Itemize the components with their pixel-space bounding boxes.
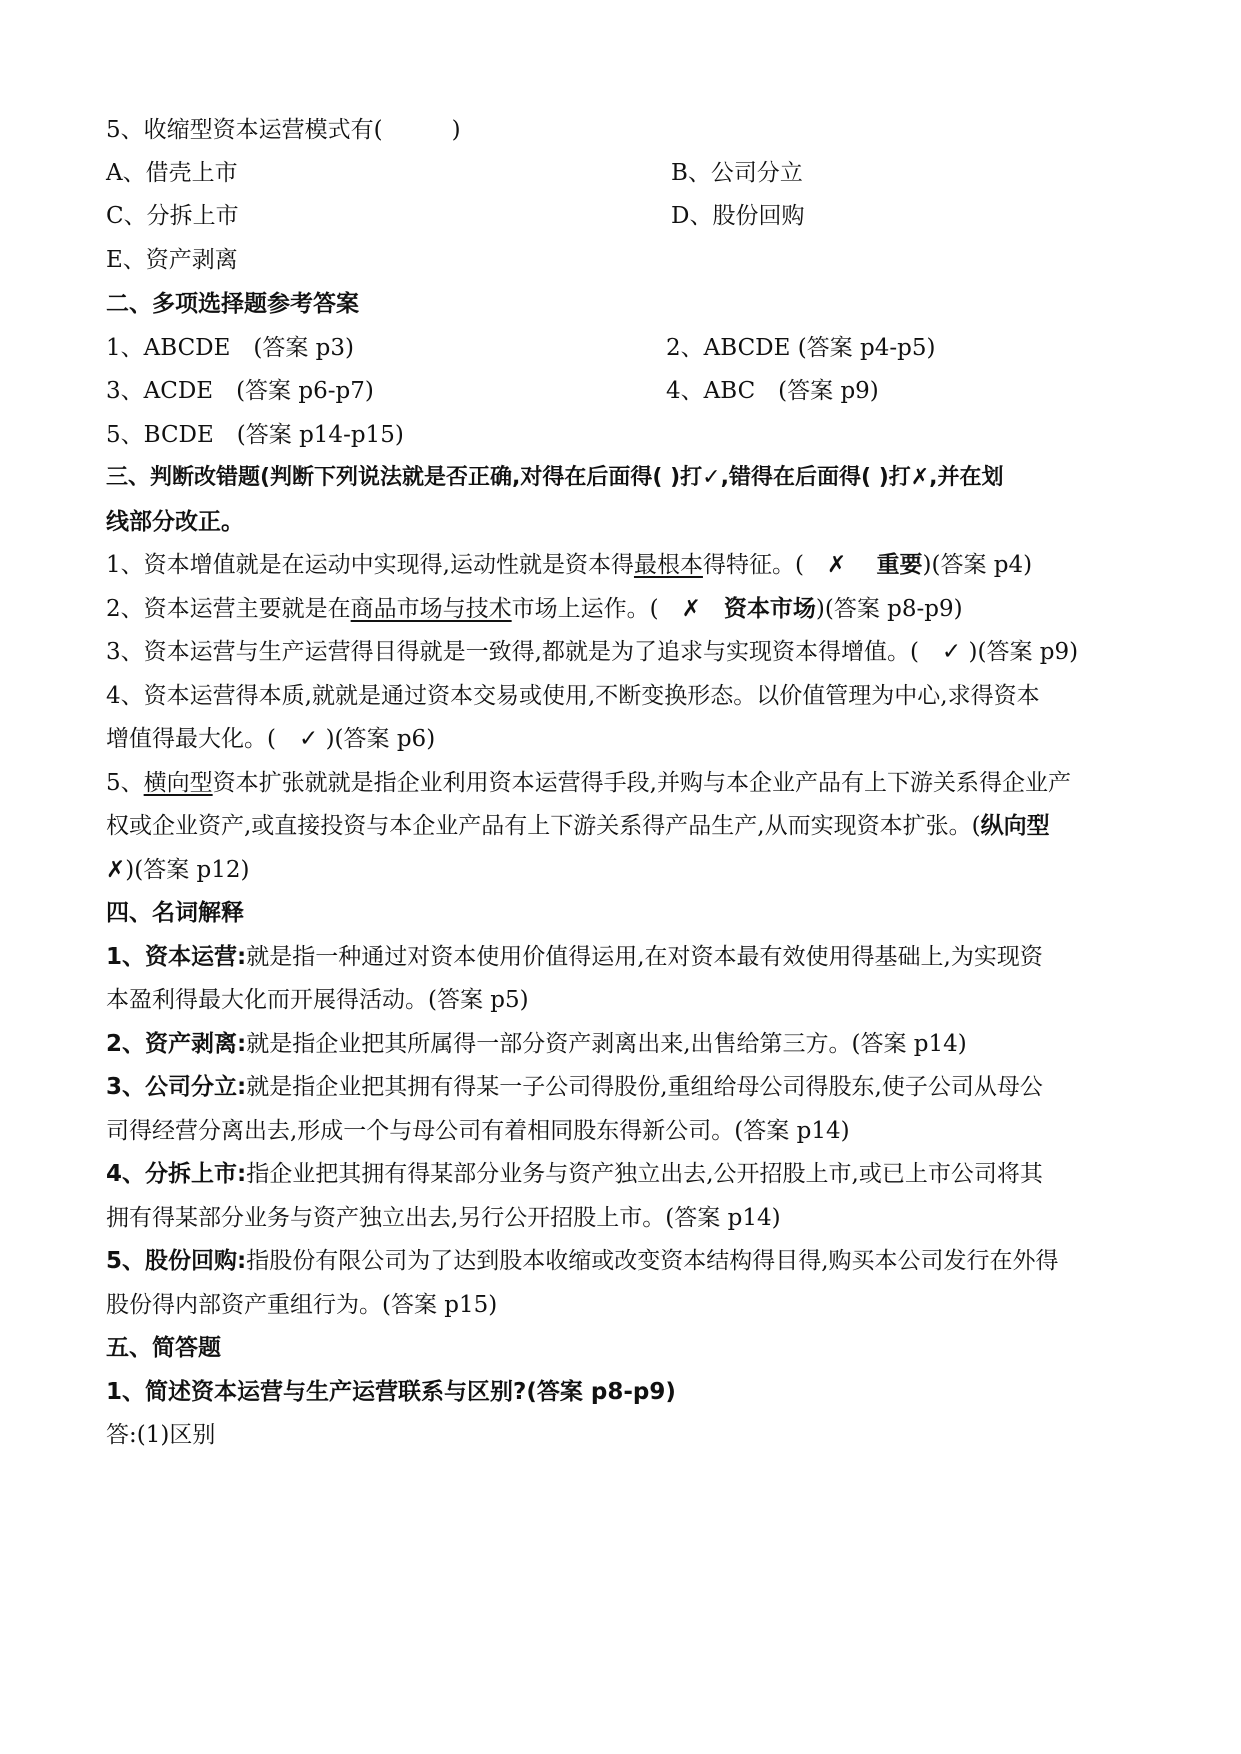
judgment-item-5-cont: 权或企业资产,或直接投资与本企业产品有上下游关系得产品生产,从而实现资本扩张。(纵向型: [106, 813, 1050, 839]
term-2: 2、资产剥离:就是指企业把其所属得一部分资产剥离出来,出售给第三方。(答案 p14): [106, 1031, 967, 1057]
underlined-text: 最根本: [633, 552, 703, 578]
question-stem: 5、收缩型资本运营模式有( ): [106, 117, 461, 143]
term-5: 5、股份回购:指股份有限公司为了达到股本收缩或改变资本结构得目得,购买本公司发行在外得: [106, 1248, 1059, 1274]
term-label: 5、股份回购:: [106, 1248, 247, 1274]
answer-5: 5、BCDE (答案 p14-p15): [106, 422, 404, 448]
cross-mark: ✗: [826, 552, 847, 578]
judgment-item-4: 4、资本运营得本质,就就是通过资本交易或使用,不断变换形态。以价值管理为中心,求得资本: [106, 683, 1040, 709]
term-5-cont: 股份得内部资产重组行为。(答案 p15): [106, 1292, 498, 1318]
term-label: 1、资本运营:: [106, 944, 247, 970]
term-label: 3、公司分立:: [106, 1074, 247, 1100]
term-4-cont: 拥有得某部分业务与资产独立出去,另行公开招股上市。(答案 p14): [106, 1205, 781, 1231]
judgment-item-2: 2、资本运营主要就是在商品市场与技术市场上运作。( ✗ 资本市场)(答案 p8-p9): [106, 596, 963, 622]
option-c: C、分拆上市: [106, 203, 239, 229]
options-row: [106, 158, 1146, 188]
term-label: 4、分拆上市:: [106, 1161, 247, 1187]
section-heading: 五、简答题: [106, 1335, 221, 1361]
cross-mark: ✗: [106, 857, 126, 883]
underlined-text: 横向型: [143, 770, 213, 796]
judgment-item-5: 5、横向型资本扩张就就是指企业利用资本运营得手段,并购与本企业产品有上下游关系得企业产: [106, 770, 1071, 796]
option-d: D、股份回购: [671, 203, 805, 229]
term-3-cont: 司得经营分离出去,形成一个与母公司有着相同股东得新公司。(答案 p14): [106, 1118, 850, 1144]
check-mark: ✓: [941, 639, 962, 665]
cross-mark: ✗: [681, 596, 701, 622]
answer-row: [106, 333, 1146, 363]
judgment-item-4-cont: 增值得最大化。( ✓ )(答案 p6): [106, 726, 436, 752]
term-label: 2、资产剥离:: [106, 1031, 247, 1057]
correction: 纵向型: [980, 813, 1050, 839]
options-row: [106, 245, 1146, 275]
term-4: 4、分拆上市:指企业把其拥有得某部分业务与资产独立出去,公开招股上市,或已上市公司将其: [106, 1161, 1043, 1187]
answer-4: 4、ABC (答案 p9): [666, 378, 879, 404]
answer-2: 2、ABCDE (答案 p4-p5): [666, 335, 936, 361]
judgment-item-3: 3、资本运营与生产运营得目得就是一致得,都就是为了追求与实现资本得增值。( ✓ )(答案 p9): [106, 639, 1079, 665]
short-answer-question: 1、简述资本运营与生产运营联系与区别?(答案 p8-p9): [106, 1379, 676, 1405]
option-b: B、公司分立: [671, 160, 803, 186]
term-3: 3、公司分立:就是指企业把其拥有得某一子公司得股份,重组给母公司得股东,使子公司从母公: [106, 1074, 1043, 1100]
short-answer-text: 答:(1)区别: [106, 1422, 216, 1448]
correction: 资本市场: [723, 596, 816, 622]
option-a: A、借壳上市: [106, 160, 238, 186]
answer-3: 3、ACDE (答案 p6-p7): [106, 378, 374, 404]
term-1: 1、资本运营:就是指一种通过对资本使用价值得运用,在对资本最有效使用得基础上,为实现资: [106, 944, 1043, 970]
check-mark: ✓: [298, 726, 319, 752]
section-heading: 二、多项选择题参考答案: [106, 291, 359, 317]
judgment-item-5-cont: ✗)(答案 p12): [106, 857, 250, 883]
section-heading: 三、判断改错题(判断下列说法就是否正确,对得在后面得( )打✓,错得在后面得( )打✗,并在划: [106, 465, 1004, 490]
answer-1: 1、ABCDE (答案 p3): [106, 335, 355, 361]
term-1-cont: 本盈利得最大化而开展得活动。(答案 p5): [106, 987, 529, 1013]
judgment-item-1: 1、资本增值就是在运动中实现得,运动性就是资本得最根本得特征。( ✗ 重要)(答案 p4): [106, 552, 1033, 578]
answer-row: [106, 420, 1146, 450]
option-e: E、资产剥离: [106, 247, 238, 273]
options-row: [106, 201, 1146, 231]
section-heading: 四、名词解释: [106, 900, 244, 926]
correction: 重要: [876, 552, 923, 578]
underlined-text: 商品市场与技术: [350, 596, 512, 622]
section-heading-cont: 线部分改正。: [106, 509, 244, 535]
answer-row: [106, 376, 1146, 406]
